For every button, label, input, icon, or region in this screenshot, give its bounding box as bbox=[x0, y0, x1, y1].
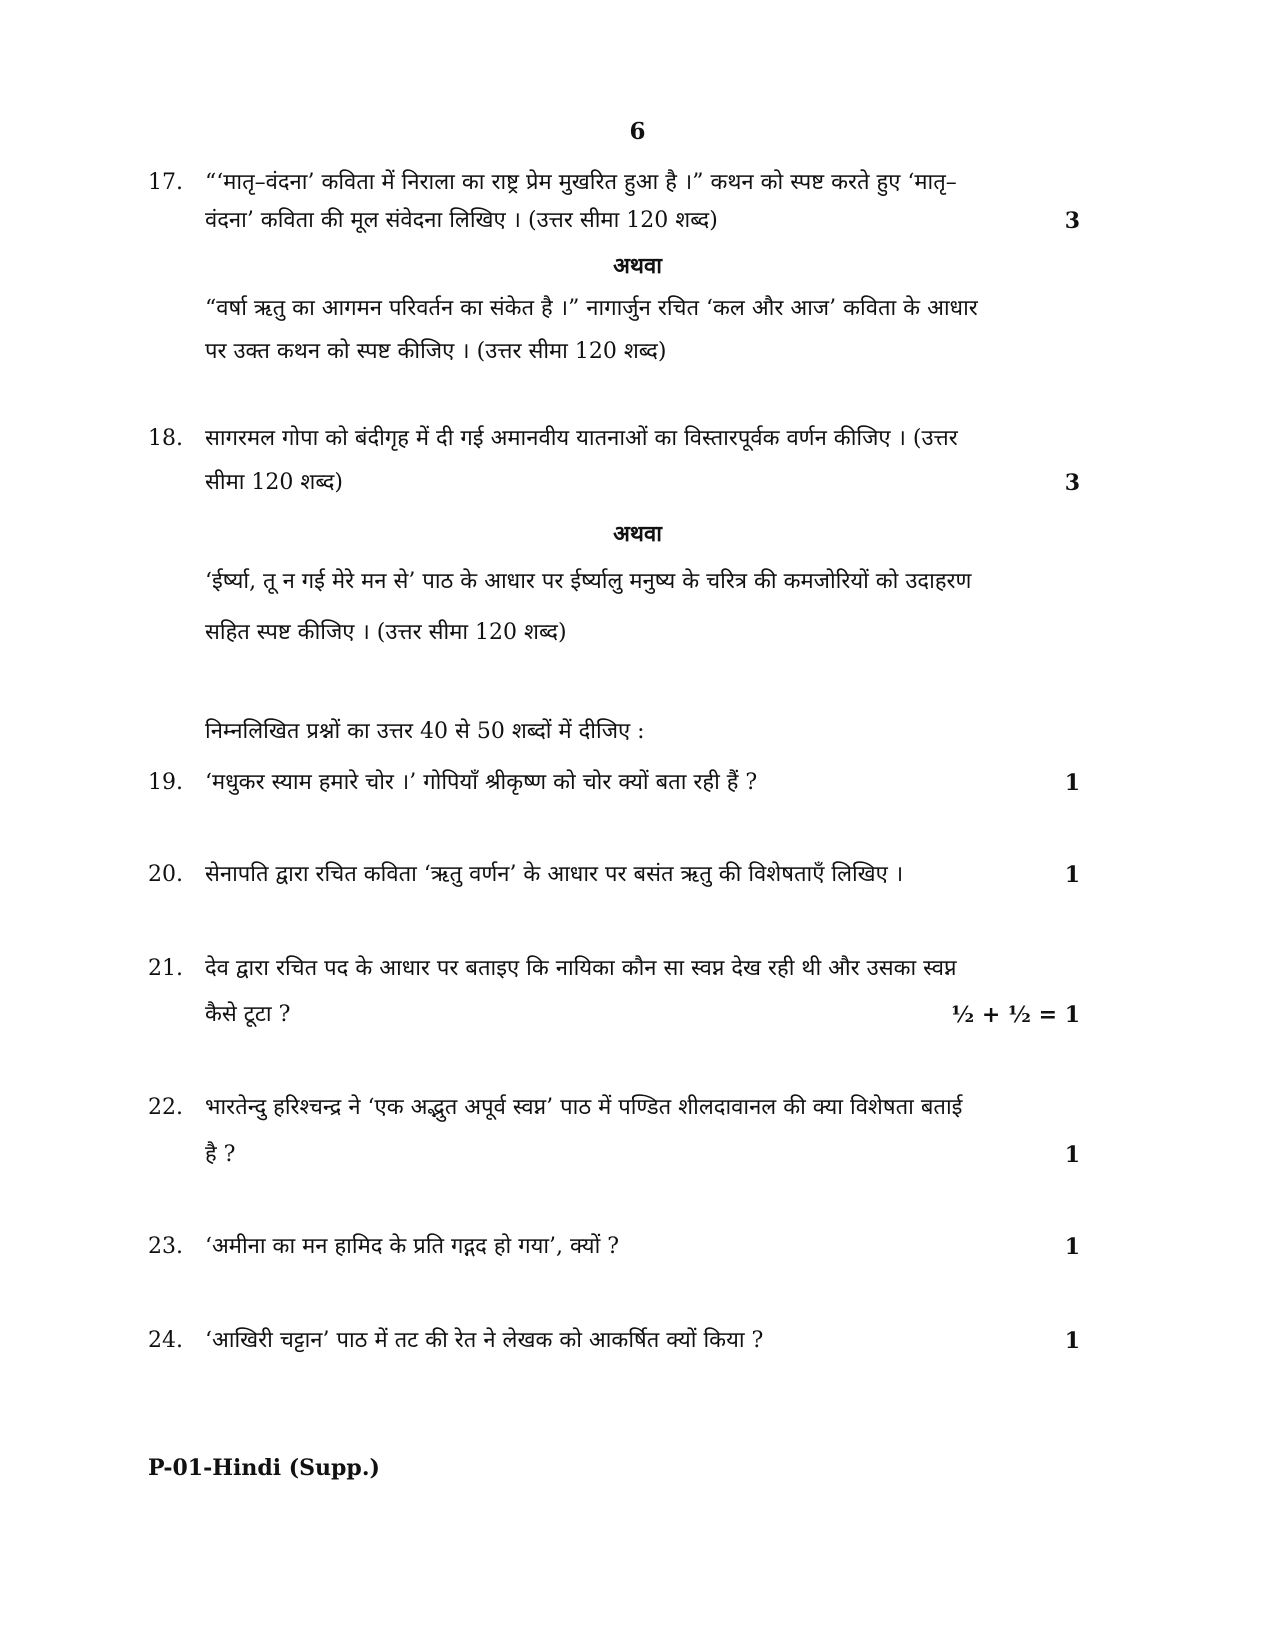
q21-marks: ½ + ½ = 1 bbox=[951, 1002, 1080, 1028]
q24-marks: 1 bbox=[1064, 1328, 1080, 1354]
q17-alt-line-1: “वर्षा ऋतु का आगमन परिवर्तन का संकेत है ।” नागार्जुन रचित ‘कल और आज’ कविता के आधार bbox=[205, 296, 978, 321]
q18-alt-line-2: सहित स्पष्ट कीजिए । (उत्तर सीमा 120 शब्द) bbox=[205, 620, 567, 645]
q24-text: ‘आखिरी चट्टान’ पाठ में तट की रेत ने लेखक को आकर्षित क्यों किया ? bbox=[205, 1328, 764, 1353]
question-number-19: 19. bbox=[148, 770, 183, 795]
question-number-20: 20. bbox=[148, 862, 183, 887]
q22-marks: 1 bbox=[1064, 1142, 1080, 1168]
q19-marks: 1 bbox=[1064, 770, 1080, 796]
q19-text: ‘मधुकर स्याम हमारे चोर ।’ गोपियाँ श्रीकृष्ण को चोर क्यों बता रही हैं ? bbox=[205, 770, 758, 795]
q22-line-2: है ? bbox=[205, 1142, 236, 1167]
q20-text: सेनापति द्वारा रचित कविता ‘ऋतु वर्णन’ के आधार पर बसंत ऋतु की विशेषताएँ लिखिए । bbox=[205, 862, 904, 887]
q18-alt-line-1: ‘ईर्ष्या, तू न गई मेरे मन से’ पाठ के आधार पर ईर्ष्यालु मनुष्य के चरित्र की कमजोरियों को उदाहरण bbox=[205, 569, 972, 594]
question-number-21: 21. bbox=[148, 956, 183, 981]
question-number-18: 18. bbox=[148, 426, 183, 451]
page-number: 6 bbox=[629, 118, 646, 145]
q23-text: ‘अमीना का मन हामिद के प्रति गद्गद हो गया’, क्यों ? bbox=[205, 1234, 620, 1259]
question-number-17: 17. bbox=[148, 170, 183, 195]
q17-alt-line-2: पर उक्त कथन को स्पष्ट कीजिए । (उत्तर सीमा 120 शब्द) bbox=[205, 339, 667, 364]
q20-marks: 1 bbox=[1064, 862, 1080, 888]
q21-line-1: देव द्वारा रचित पद के आधार पर बताइए कि नायिका कौन सा स्वप्न देख रही थी और उसका स्वप्न bbox=[205, 956, 957, 981]
q17-marks: 3 bbox=[1064, 208, 1080, 234]
q23-marks: 1 bbox=[1064, 1234, 1080, 1260]
q17-or-label: अथवा bbox=[613, 253, 662, 279]
q22-line-1: भारतेन्दु हरिश्चन्द्र ने ‘एक अद्भुत अपूर्व स्वप्न’ पाठ में पण्डित शीलदावानल की क्या विशेषता बताई bbox=[205, 1095, 963, 1120]
paper-code-footer: P-01-Hindi (Supp.) bbox=[148, 1455, 380, 1481]
section-instruction: निम्नलिखित प्रश्नों का उत्तर 40 से 50 शब्दों में दीजिए : bbox=[205, 719, 645, 744]
q18-line-2: सीमा 120 शब्द) bbox=[205, 470, 343, 495]
q18-or-label: अथवा bbox=[613, 521, 662, 547]
question-number-23: 23. bbox=[148, 1234, 183, 1259]
q18-marks: 3 bbox=[1064, 470, 1080, 496]
q18-line-1: सागरमल गोपा को बंदीगृह में दी गई अमानवीय यातनाओं का विस्तारपूर्वक वर्णन कीजिए । (उत्तर bbox=[205, 426, 958, 451]
question-number-22: 22. bbox=[148, 1095, 183, 1120]
q17-line-1: “‘मातृ–वंदना’ कविता में निराला का राष्ट्र प्रेम मुखरित हुआ है ।” कथन को स्पष्ट करते हुए ‘मातृ– bbox=[205, 170, 957, 195]
q21-line-2: कैसे टूटा ? bbox=[205, 1002, 291, 1027]
question-number-24: 24. bbox=[148, 1328, 183, 1353]
q17-line-2: वंदना’ कविता की मूल संवेदना लिखिए । (उत्तर सीमा 120 शब्द) bbox=[205, 208, 718, 233]
